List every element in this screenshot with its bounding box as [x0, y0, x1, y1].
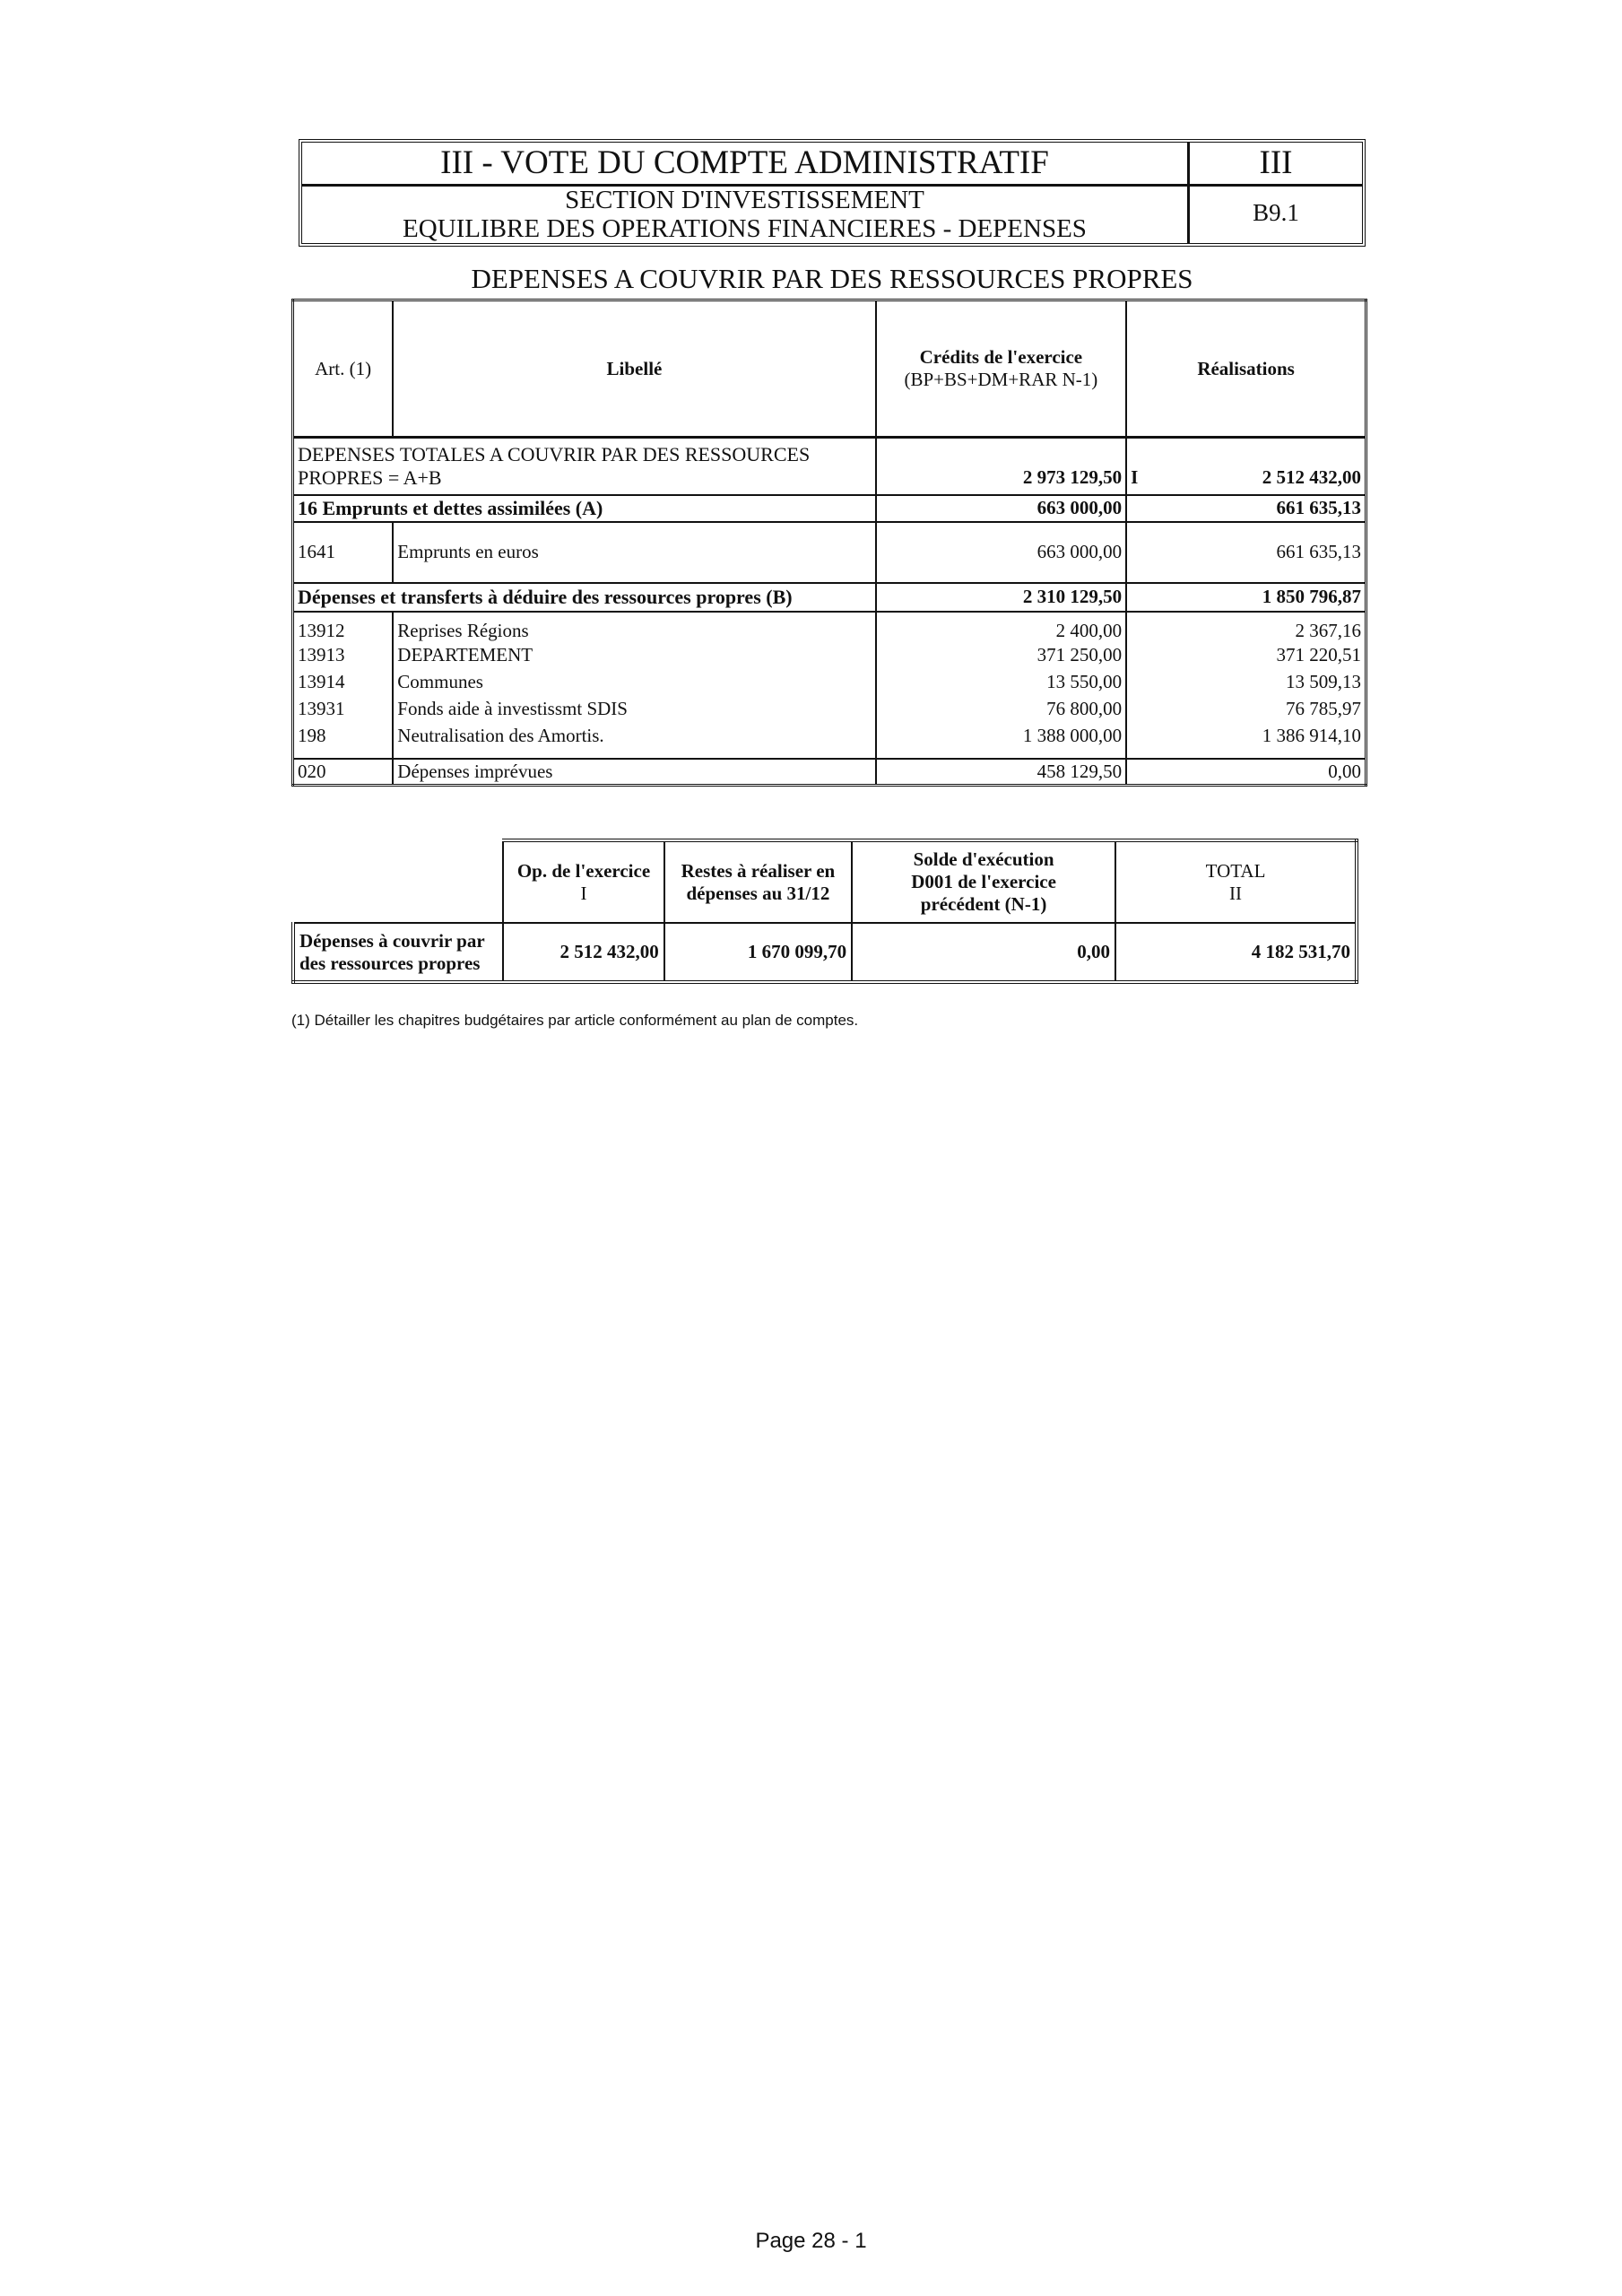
row-realisations: 661 635,13 [1126, 522, 1366, 583]
row-art: 020 [293, 759, 394, 786]
row-libelle: Reprises Régions [393, 612, 875, 642]
total-label [293, 438, 876, 495]
table-row-depenses-imprevues [293, 759, 1366, 786]
row-credits: 13 550,00 [876, 669, 1127, 696]
table-row [293, 522, 1366, 583]
table-row [293, 696, 1366, 723]
header-subtitle-equilibre: EQUILIBRE DES OPERATIONS FINANCIERES - DEPENSES [403, 214, 1087, 243]
total-label-line1: DEPENSES TOTALES A COUVRIR PAR DES RESSOURCES [298, 442, 811, 465]
group-b-row [293, 583, 1366, 612]
summary-header-rar-line2: dépenses au 31/12 [686, 882, 830, 904]
group-b-label: Dépenses et transferts à déduire des ressources propres (B) [293, 583, 876, 612]
row-realisations: 0,00 [1126, 759, 1366, 786]
row-credits: 2 400,00 [876, 612, 1127, 642]
summary-solde: 0,00 [852, 923, 1115, 982]
summary-corner [293, 840, 503, 923]
header-subtitle-section: SECTION D'INVESTISSEMENT [565, 186, 924, 214]
summary-header-total-line1: TOTAL [1205, 859, 1266, 882]
total-realisations-cell [1126, 438, 1366, 495]
header-realisations: Réalisations [1126, 300, 1366, 438]
summary-header-solde [852, 840, 1115, 923]
header-credits [876, 300, 1127, 438]
header-credits-line2: (BP+BS+DM+RAR N-1) [904, 369, 1098, 390]
row-libelle: Fonds aide à investissmt SDIS [393, 696, 875, 723]
total-label-line2: PROPRES = A+B [298, 465, 442, 489]
group-a-label: 16 Emprunts et dettes assimilées (A) [293, 495, 876, 522]
summary-row-label [293, 923, 503, 982]
total-marker: I [1131, 465, 1139, 488]
row-art: 13914 [298, 671, 345, 692]
row-art: 13913 [298, 644, 345, 665]
table-row [293, 642, 1366, 669]
summary-header-row [293, 840, 1357, 923]
row-libelle: Dépenses imprévues [393, 759, 875, 786]
row-libelle: Emprunts en euros [393, 522, 875, 583]
group-b-realisations: 1 850 796,87 [1126, 583, 1366, 612]
summary-row-label-line2: des ressources propres [299, 952, 481, 974]
summary-table [291, 839, 1358, 984]
summary-rar: 1 670 099,70 [664, 923, 852, 982]
header-credits-line1: Crédits de l'exercice [919, 346, 1083, 368]
header-art: Art. (1) [293, 300, 394, 438]
summary-header-solde-line2: D001 de l'exercice [911, 871, 1056, 892]
document-header [299, 139, 1366, 247]
row-realisations: 371 220,51 [1126, 642, 1366, 669]
table-row [293, 669, 1366, 696]
row-libelle: Neutralisation des Amortis. [393, 723, 875, 759]
row-art: 1641 [298, 541, 335, 562]
summary-header-op [503, 840, 664, 923]
summary-row-label-line1: Dépenses à couvrir par [299, 929, 485, 952]
row-credits: 458 129,50 [876, 759, 1127, 786]
row-art: 13912 [298, 619, 345, 641]
row-libelle: Communes [393, 669, 875, 696]
summary-header-solde-line3: précédent (N-1) [920, 893, 1047, 915]
row-credits: 663 000,00 [876, 522, 1127, 583]
section-title: DEPENSES A COUVRIR PAR DES RESSOURCES PROPRES [471, 263, 1193, 294]
group-a-row [293, 495, 1366, 522]
summary-data-row [293, 923, 1357, 982]
table-header-row [293, 300, 1366, 438]
row-art: 198 [298, 724, 326, 746]
group-a-credits: 663 000,00 [876, 495, 1127, 522]
group-a-realisations: 661 635,13 [1126, 495, 1366, 522]
row-realisations: 1 386 914,10 [1126, 723, 1366, 759]
row-realisations: 2 367,16 [1126, 612, 1366, 642]
summary-total: 4 182 531,70 [1115, 923, 1357, 982]
total-realisations: 2 512 432,00 [1262, 465, 1361, 488]
header-libelle: Libellé [393, 300, 875, 438]
total-credits: 2 973 129,50 [876, 438, 1127, 495]
footnote: (1) Détailler les chapitres budgétaires par article conformément au plan de comptes. [291, 1012, 859, 1029]
header-ref: B9.1 [1253, 199, 1299, 226]
table-row [293, 723, 1366, 759]
total-row [293, 438, 1366, 495]
header-left [302, 143, 1190, 243]
header-code: III [1190, 143, 1362, 187]
summary-header-total-line2: II [1229, 882, 1243, 904]
summary-header-total [1115, 840, 1357, 923]
header-title: III - VOTE DU COMPTE ADMINISTRATIF [302, 143, 1187, 187]
row-credits: 1 388 000,00 [876, 723, 1127, 759]
summary-header-solde-line1: Solde d'exécution [913, 848, 1054, 870]
row-realisations: 76 785,97 [1126, 696, 1366, 723]
row-art: 13931 [298, 698, 345, 719]
row-libelle: DEPARTEMENT [393, 642, 875, 669]
row-realisations: 13 509,13 [1126, 669, 1366, 696]
summary-header-rar-line1: Restes à réaliser en [681, 859, 836, 882]
row-credits: 371 250,00 [876, 642, 1127, 669]
summary-header-op-line1: Op. de l'exercice [516, 859, 651, 882]
summary-header-op-line2: I [580, 882, 587, 904]
expenses-table [291, 299, 1367, 787]
summary-op: 2 512 432,00 [503, 923, 664, 982]
summary-header-rar [664, 840, 852, 923]
group-b-credits: 2 310 129,50 [876, 583, 1127, 612]
table-row [293, 612, 1366, 642]
header-right [1190, 143, 1362, 243]
row-credits: 76 800,00 [876, 696, 1127, 723]
page-number: Page 28 - 1 [755, 2229, 867, 2253]
